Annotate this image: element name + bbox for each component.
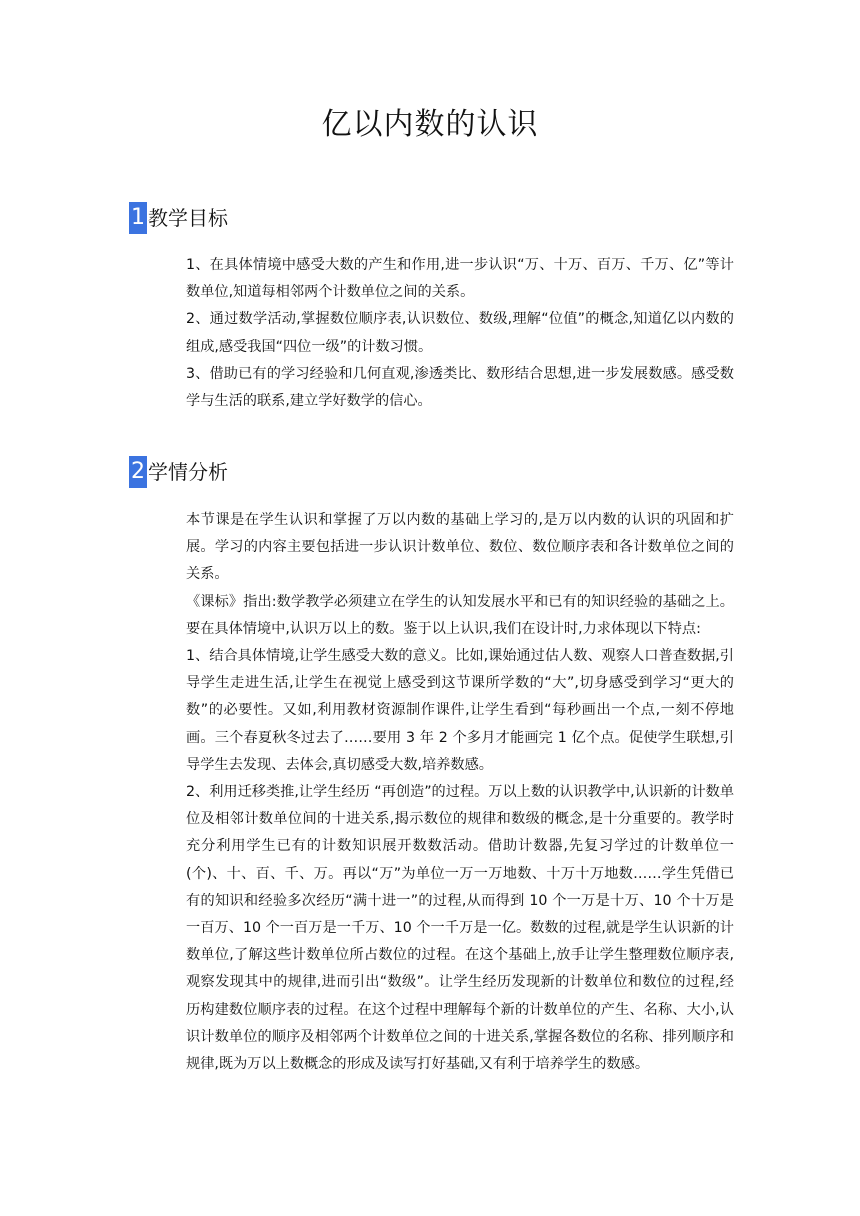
paragraph: 2、通过数学活动,掌握数位顺序表,认识数位、数级,理解“位值”的概念,知道亿以内数的组成,感受我国“四位一级”的计数习惯。	[186, 311, 734, 355]
section-heading-teaching-objectives	[129, 202, 228, 234]
section-heading-student-analysis	[129, 456, 228, 488]
section-heading-label: 教学目标	[148, 206, 228, 230]
paragraph: 2、利用迁移类推,让学生经历 “再创造”的过程。万以上数的认识教学中,认识新的计数单位及相邻计数单位间的十进关系,揭示数位的规律和数级的概念,是十分重要的。教学时充分利用学生已有的计数知识展开数数活动。借助计数器,先复习学过的计数单位一(个)、十、百、千、万。再以“万”为单位一万一万地数、十万十万地数……学生凭借已有的知识和经验多次经历“满十进一”的过程,从而得到 10 个一万是十万、10 个十万是一百万、10 个一百万是一千万、10 个一千万是一亿。数数的过程,就是学生认识新的计数单位,了解这些计数单位所占数位的过程。在这个基础上,放手让学生整理数位顺序表,观察发现其中的规律,进而引出“数级”。让学生经历发现新的计数单位和数位的过程,经历构建数位顺序表的过程。在这个过程中理解每个新的计数单位的产生、名称、大小,认识计数单位的顺序及相邻两个计数单位之间的十进关系,掌握各数位的名称、排列顺序和规律,既为万以上数概念的形成及读写打好基础,又有利于培养学生的数感。	[186, 784, 735, 1073]
paragraph: 1、在具体情境中感受大数的产生和作用,进一步认识“万、十万、百万、千万、亿”等计数单位,知道每相邻两个计数单位之间的关系。	[186, 257, 734, 301]
section-heading-label: 学情分析	[148, 460, 228, 484]
section-body-teaching-objectives	[186, 252, 734, 415]
paragraph: 《课标》指出:数学教学必须建立在学生的认知发展水平和已有的知识经验的基础之上。要在具体情境中,认识万以上的数。鉴于以上认识,我们在设计时,力求体现以下特点:	[186, 593, 734, 637]
section-number-badge: 2	[129, 456, 147, 488]
paragraph: 1、结合具体情境,让学生感受大数的意义。比如,课始通过估人数、观察人口普查数据,引导学生走进生活,让学生在视觉上感受到这节课所学数的“大”,切身感受到学习“更大的数”的必要性。又如,利用教材资源制作课件,让学生看到“每秒画出一个点,一刻不停地画。三个春夏秋冬过去了……要用 3 年 2 个多月才能画完 1 亿个点。促使学生联想,引导学生去发现、去体会,真切感受大数,培养数感。	[186, 648, 734, 773]
page-title: 亿以内数的认识	[321, 107, 539, 142]
paragraph: 3、借助已有的学习经验和几何直观,渗透类比、数形结合思想,进一步发展数感。感受数学与生活的联系,建立学好数学的信心。	[186, 365, 734, 410]
paragraph: 本节课是在学生认识和掌握了万以内数的基础上学习的,是万以内数的认识的巩固和扩展。学习的内容主要包括进一步认识计数单位、数位、数位顺序表和各计数单位之间的关系。	[186, 512, 734, 583]
section-number-badge: 1	[129, 202, 147, 234]
section-body-student-analysis	[186, 507, 734, 1078]
